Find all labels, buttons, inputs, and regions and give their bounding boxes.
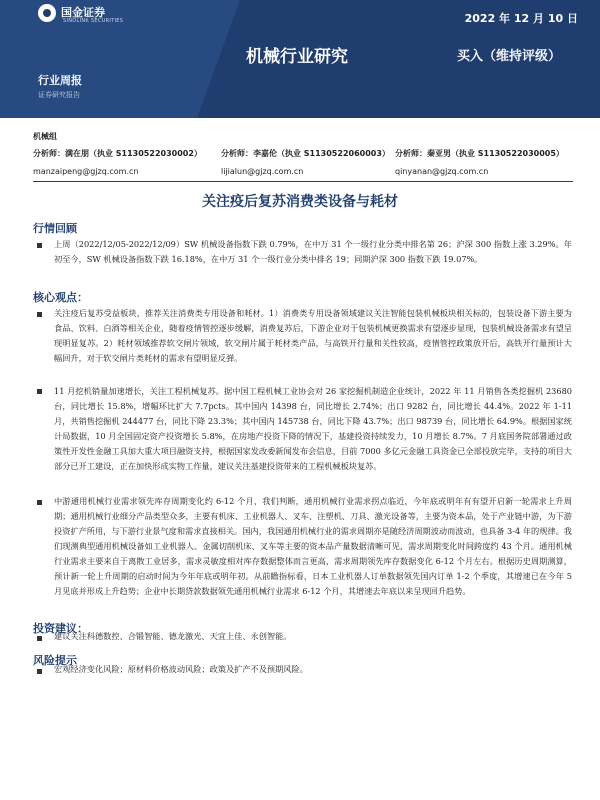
- rating-badge: 买入（维持评级）: [457, 49, 562, 64]
- analyst-name: 分析师：李嘉伦（执业 S1130522060003）: [221, 149, 390, 158]
- section-heading-review: 行情回顾: [33, 222, 77, 235]
- analyst-email[interactable]: qinyanan@gjzq.com.cn: [395, 167, 489, 176]
- review-paragraph: 上周（2022/12/05-2022/12/09）SW 机械设备指数下跌 0.79%，在中万 31 个一级行业分类中排名第 26；沪深 300 指数上涨 3.29%。年初至今，SW 机械设备指数下跌 16.18%，在中万 31 个一级行业分类中排名 19；同期沪深 300 指数下跌 19.07%。: [54, 239, 572, 264]
- report-category: 行业周报: [38, 74, 82, 87]
- bullet-icon: [37, 243, 42, 248]
- report-header: [0, 0, 600, 118]
- section-heading-advice: 投资建议：: [33, 622, 88, 635]
- bullet-icon: [37, 500, 42, 505]
- report-date: 2022 年 12 月 10 日: [464, 12, 578, 25]
- report-type: 证券研究报告: [38, 91, 80, 99]
- core-paragraph: 11 月挖机销量加速增长，关注工程机械复苏。据中国工程机械工业协会对 26 家挖掘机制造企业统计，2022 年 11 月销售各类挖掘机 23680 台，同比增长 15.8%，增幅环比扩大 7.7pcts。其中国内 14398 台，同比增长 2.74%；出口 9282 台，同比增长 44.4%。2022 年 1-11 月，共销售挖掘机 244477 台，同比下降 23.3%；其中国内 145738 台，同比下降 43.7%；出口 98739 台，同比增长 64.9%。根据国家统计局数据，10 月全国固定资产投资增长 5.8%，在房地产投资下降的情况下，基建投资持续发力，10 月增长 8.7%。7 月底国务院部署通过政策性开发性金融工具加大重大项目融资支持，根据国家发改委新闻发布会信息，目前 7000 多亿元金融工具资金已全部投放完毕，支持的项目大部分已开工建设，正在加快形成实物工作量，建议关注基建投资带来的工程机械板块复苏。: [54, 386, 572, 471]
- section-heading-core: 核心观点：: [33, 291, 88, 304]
- bullet-icon: [37, 389, 42, 394]
- logo-icon: [38, 4, 56, 22]
- core-paragraph: 关注疫后复苏受益板块，推荐关注消费类专用设备和耗材。1）消费类专用设备领域建议关注智能包装机械板块相关标的，包装设备下游主要为食品、饮料、白酒等相关企业，随着疫情管控逐步缓解，消费复苏后，下游企业对于包装机械更换需求有望逐步显现，包装机械设备需求有望呈现明显复苏。2）耗材领域推荐软交闸片领域，软交闸片属于耗材类产品，与高铁开行量和关性较高，疫情管控政策放开后，高铁开行量预计大幅回升，对于软交闸片类耗材的需求有望明显反弹。: [54, 308, 572, 363]
- analyst-name: 分析师：满在朋（执业 S1130522030002）: [33, 149, 202, 158]
- divider: [33, 181, 573, 182]
- analyst-email[interactable]: lijialun@gjzq.com.cn: [221, 167, 304, 176]
- advice-paragraph: 建议关注科德数控、合锻智能、德龙激光、天宜上佳、永创智能。: [54, 631, 292, 641]
- analyst-group: 机械组: [33, 132, 57, 141]
- risk-paragraph: 宏观经济变化风险；原材料价格波动风险；政策及扩产不及预期风险。: [54, 664, 308, 674]
- bullet-icon: [37, 669, 42, 674]
- analyst-name: 分析师：秦亚男（执业 S1130522030005）: [395, 149, 564, 158]
- logo-subtitle: SINOLINK SECURITIES: [63, 18, 124, 24]
- logo-text: 国金证券: [61, 6, 105, 19]
- bullet-icon: [37, 636, 42, 641]
- industry-title: 机械行业研究: [246, 47, 348, 67]
- core-paragraph: 中游通用机械行业需求领先库存周期变化约 6-12 个月，我们判断，通用机械行业需求拐点临近，今年底或明年有有望开启新一轮需求上升周期；通用机械行业细分产品类型众多，主要有机床、工业机器人、叉车、注塑机、刀具、激光设备等，主要为资本品，处于产业链中游，为下游投资扩产所用，与下游行业景气度和需求直接相关。国内，我国通用机械行业的需求周期亦是随经济周期波动而波动，也具备 3-4 年的规律。我们现测典型通用机械设备如工业机器人、金属切削机床、叉车等主要的资本品产量数据清晰可见，需求周期变化时间跨度约 43 个月。通用机械行业需求主要来自于离散工业居多，需求灵敏度相对库存数据整体而言更高，需求周期领先库存数据变化 6-12 个月左右。根据历史周期测算，预计新一轮上升周期的启动时间为今年年底或明年初。从前瞻指标看，日本工业机器人订单数据领先国内订单 1-2 个季度，其增速已在今年 5 月见底并形成上升趋势；企业中长期贷款数据领先通用机械行业需求 6-12 个月，其增速去年底以来呈现回升趋势。: [54, 496, 572, 596]
- section-heading-risk: 风险提示: [33, 654, 77, 667]
- report-headline: 关注疫后复苏消费类设备与耗材: [202, 194, 398, 210]
- analyst-email[interactable]: manzaipeng@gjzq.com.cn: [33, 167, 139, 176]
- bullet-icon: [37, 312, 42, 317]
